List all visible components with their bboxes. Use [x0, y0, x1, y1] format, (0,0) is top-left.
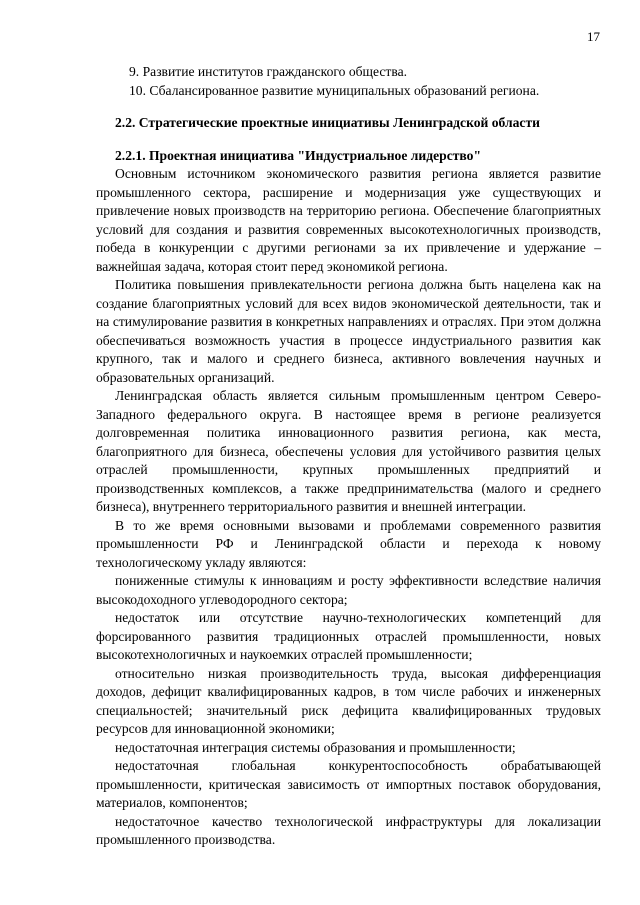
paragraph: недостаточная глобальная конкурентоспособность обрабатывающей промышленности, критическая зависимость от импортных поставок оборудования, материалов, компонентов; [96, 758, 601, 810]
paragraph: Политика повышения привлекательности региона должна быть нацелена как на создание благоприятных условий для всех видов экономической деятельности, так и на стимулирование развития в конкретных направлениях и отраслях. При этом должна обеспечиваться возможность участия в процессе индустриального развития как крупного, так и малого и среднего бизнеса, активного вовлечения научных и образовательных организаций. [96, 277, 601, 385]
page-number: 17 [587, 29, 600, 44]
paragraph: относительно низкая производительность труда, высокая дифференциация доходов, дефицит квалифицированных кадров, в том числе рабочих и инженерных специальностей; значительный риск дефицита квалифицированных трудовых ресурсов для инновационной экономики; [96, 665, 601, 736]
list-item: 10. Сбалансированное развитие муниципальных образований региона. [129, 82, 540, 98]
paragraph: пониженные стимулы к инновациям и росту эффективности вследствие наличия высокодоходного углеводородного сектора; [96, 573, 601, 607]
paragraph: недостаточная интеграция системы образования и промышленности; [115, 739, 516, 755]
page-content [96, 63, 601, 850]
section-heading: 2.2. Стратегические проектные инициативы Ленинградской области [115, 115, 540, 130]
list-item: 9. Развитие институтов гражданского общества. [129, 64, 408, 79]
paragraph: недостаточное качество технологической инфраструктуры для локализации промышленного производства. [96, 813, 601, 847]
sub-heading: 2.2.1. Проектная инициатива "Индустриальное лидерство" [115, 147, 481, 163]
paragraph: недостаток или отсутствие научно-технологических компетенций для форсированного развития традиционных отраслей промышленности, новых высокотехнологичных и наукоемких отраслей промышленности; [96, 610, 601, 662]
paragraph: Основным источником экономического развития региона является развитие промышленного сектора, расширение и модернизация уже существующих и привлечение новых производств на территорию региона. Обеспечение благоприятных условий для создания и развития современных высокотехнологичных производств, победа в конкуренции с другими регионами за их привлечение и удержание – важнейшая задача, которая стоит перед экономикой региона. [96, 166, 601, 274]
paragraph: В то же время основными вызовами и проблемами современного развития промышленности РФ и Ленинградской области и перехода к новому технологическому укладу являются: [96, 517, 601, 570]
paragraph: Ленинградская область является сильным промышленным центром Северо-Западного федерального округа. В настоящее время в регионе реализуется долговременная политика инновационного развития региона, как места, благоприятного для бизнеса, обеспечены условия для устойчивого развития целых отраслей промышленности, крупных промышленных предприятий и производственных комплексов, а также предпринимательства (малого и среднего бизнеса), внутреннего территориального развития и внешней интеграции. [96, 388, 601, 514]
